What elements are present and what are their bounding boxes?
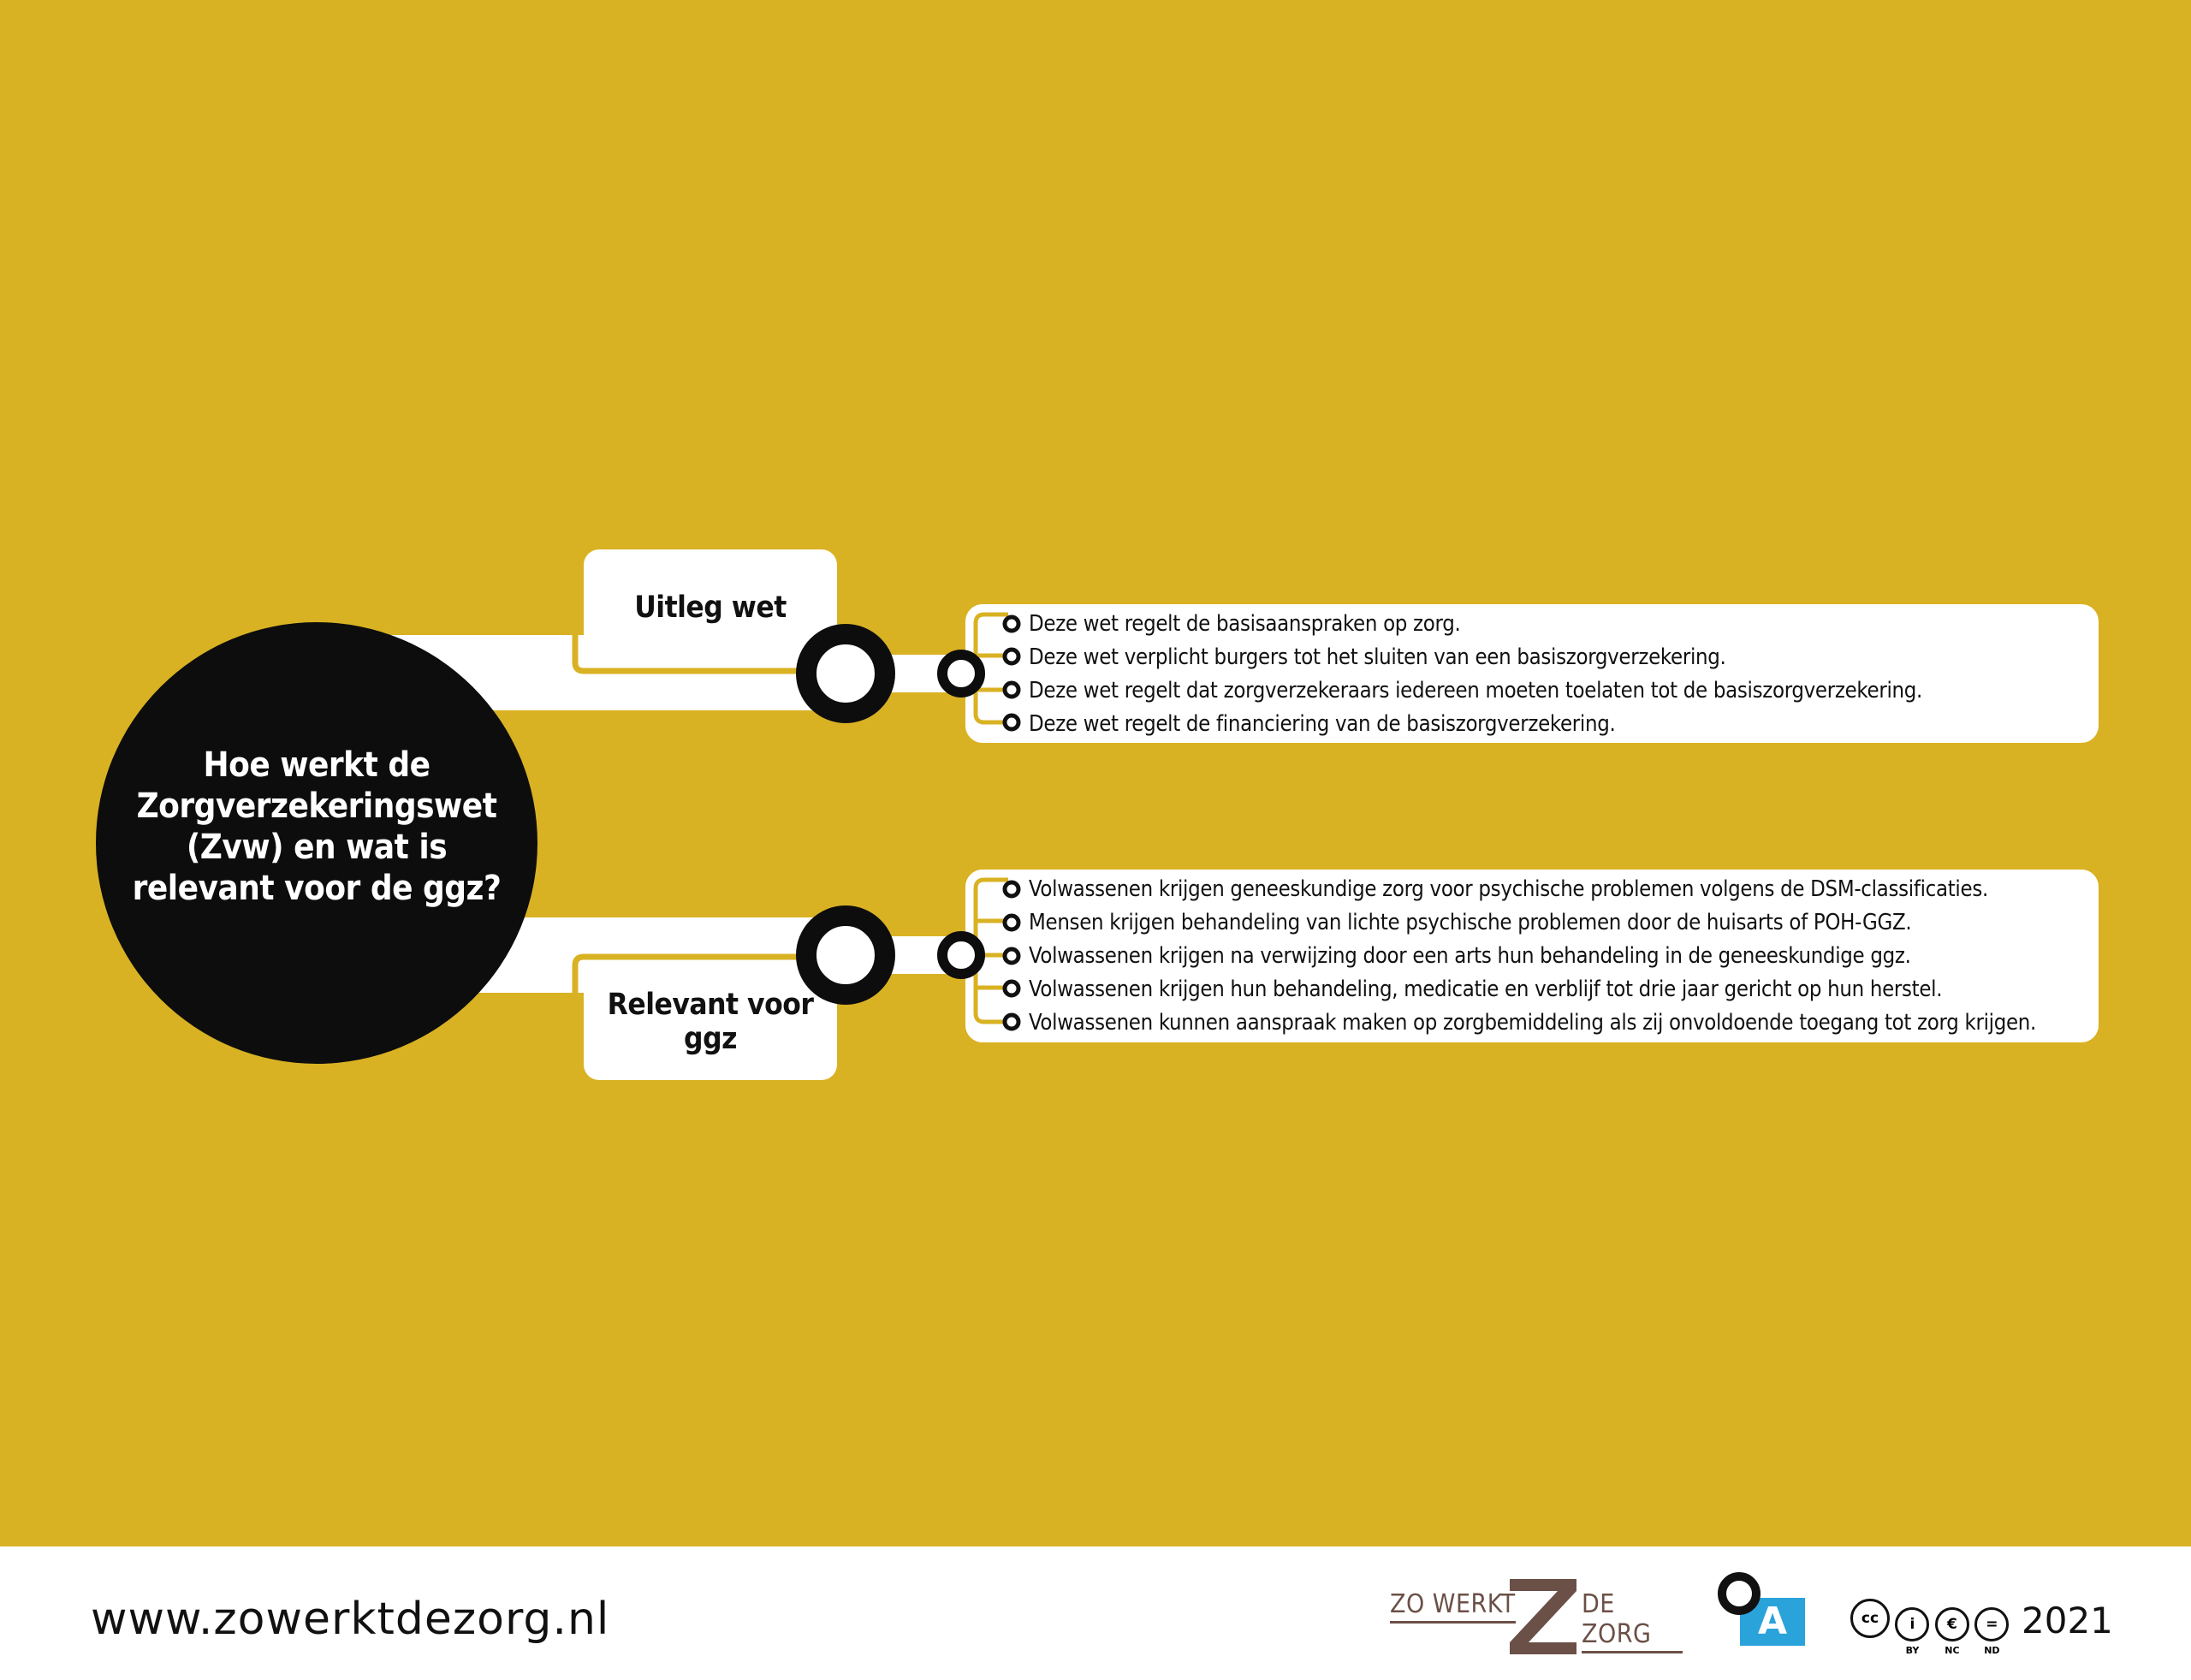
list-item: Deze wet regelt de financiering van de basiszorgverzekering. <box>1029 711 1616 737</box>
bullet-list-relevant <box>1029 873 2036 1040</box>
cc-icon: cc <box>1850 1599 1890 1638</box>
publisher-logo <box>1716 1572 1806 1658</box>
year-label: 2021 <box>2022 1600 2113 1641</box>
list-item: Volwassenen krijgen geneeskundige zorg voor psychische problemen volgens de DSM-classificaties. <box>1029 876 1988 902</box>
central-question: Hoe werkt de Zorgverzekeringswet (Zvw) en wat is relevant voor de ggz? <box>132 745 502 908</box>
zo-werkt-de-zorg-logo <box>1386 1572 1683 1658</box>
list-item: Mensen krijgen behandeling van lichte psychische problemen door de huisarts of POH-GGZ. <box>1029 910 1912 935</box>
cc-by-icon: i BY <box>1895 1607 1929 1641</box>
branch-label-relevant: Relevant voor ggz <box>607 988 814 1056</box>
footer <box>0 1546 2191 1680</box>
website-link[interactable]: www.zowerktdezorg.nl <box>91 1594 610 1645</box>
cc-nd-icon: = ND <box>1974 1607 2009 1641</box>
list-item: Volwassenen krijgen na verwijzing door een arts hun behandeling in de geneeskundige ggz. <box>1029 943 1911 969</box>
list-item: Deze wet verplicht burgers tot het sluiten van een basiszorgverzekering. <box>1029 644 1726 670</box>
list-item: Deze wet regelt de basisaanspraken op zorg. <box>1029 611 1461 637</box>
list-item: Deze wet regelt dat zorgverzekeraars iedereen moeten toelaten tot de basiszorgverzekering. <box>1029 678 1923 703</box>
list-item: Volwassenen krijgen hun behandeling, medicatie en verblijf tot drie jaar gericht op hun herstel. <box>1029 977 1943 1002</box>
z-logo-icon <box>1506 1574 1580 1656</box>
list-item: Volwassenen kunnen aanspraak maken op zorgbemiddeling als zij onvoldoende toegang tot zorg krijgen. <box>1029 1010 2037 1036</box>
creative-commons-license <box>1850 1602 2010 1656</box>
ring-icon <box>1718 1572 1761 1615</box>
cc-nc-icon: € NC <box>1935 1607 1969 1641</box>
branch-label-uitleg: Uitleg wet <box>634 591 787 625</box>
logo-badge-letter: A <box>1740 1598 1805 1646</box>
bullet-list-uitleg <box>1029 608 1922 741</box>
logo-text-right: DE ZORG <box>1582 1589 1683 1653</box>
logo-text-left: ZO WERKT <box>1390 1589 1516 1624</box>
